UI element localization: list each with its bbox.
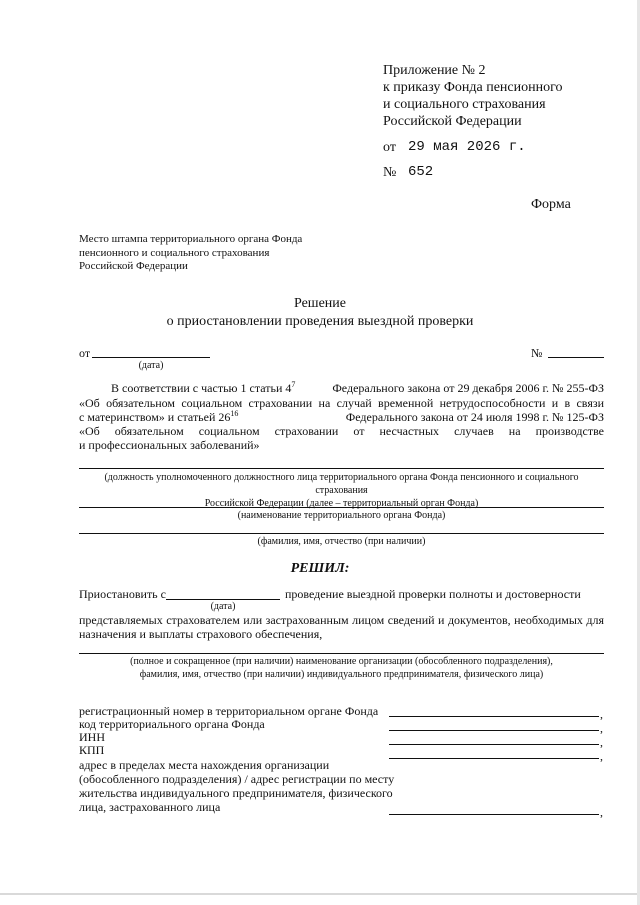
reg-number-label: регистрационный номер в территориальном органе Фонда [79, 704, 379, 718]
territorial-body-field-line[interactable] [79, 507, 604, 508]
official-caption-line-2: Российской Федерации (далее – территориальный орган Фонда) [204, 498, 479, 509]
number-label: № [531, 346, 543, 360]
number-field-line[interactable] [548, 357, 604, 358]
stamp-line-2: пенсионного и социального страхования [79, 246, 270, 259]
order-number-value: 652 [408, 164, 434, 180]
inn-field-line[interactable] [389, 744, 599, 745]
territorial-body-caption: (наименование территориального органа Фонда) [237, 510, 446, 521]
official-caption-line-1: (должность уполномоченного должностного лица территориального органа Фонда пенсионного и социального страхования [104, 472, 579, 496]
kpp-field-line[interactable] [389, 758, 599, 759]
reg-number-comma: , [600, 707, 603, 721]
suspend-date-caption: (дата) [210, 601, 236, 612]
appendix-line-2: к приказу Фонда пенсионного [383, 80, 563, 95]
address-line-2: (обособленного подразделения) / адрес регистрации по месту [79, 772, 395, 786]
intro-line-5: и профессиональных заболеваний» [79, 438, 260, 452]
intro-line-1 [111, 381, 604, 396]
appendix-line-4: Российской Федерации [383, 114, 522, 129]
stamp-line-1: Место штампа территориального органа Фонда [79, 233, 303, 245]
appendix-block [383, 62, 563, 130]
inn-comma: , [600, 735, 603, 749]
decided-heading: РЕШИЛ: [290, 561, 350, 576]
suspend-prefix: Приостановить с [79, 587, 166, 601]
body-code-comma: , [600, 721, 603, 735]
body-code-field-line[interactable] [389, 730, 599, 731]
scan-bottom-shadow [0, 893, 640, 895]
full-name-field-line[interactable] [79, 533, 604, 534]
organization-caption-line-1: (полное и сокращенное (при наличии) наименование организации (обособленного подразделения), [130, 656, 553, 667]
suspend-line-2: представляемых страхователем или застрахованным лицом сведений и документов, необходимых для [79, 613, 604, 627]
order-date-value: 29 мая 2026 г. [408, 139, 526, 155]
organization-field-line[interactable] [79, 653, 604, 654]
full-name-caption: (фамилия, имя, отчество (при наличии) [257, 536, 426, 547]
stamp-line-3: Российской Федерации [79, 260, 188, 272]
document-subtitle: о приостановлении проведения выездной проверки [166, 314, 474, 329]
date-caption: (дата) [138, 360, 164, 371]
suspend-line-3: назначения и выплаты страхового обеспечения, [79, 627, 323, 641]
stamp-place [79, 233, 302, 274]
kpp-comma: , [600, 749, 603, 763]
appendix-line-3: и социального страхования [383, 97, 546, 112]
order-date-prefix: от [383, 140, 396, 155]
form-label: Форма [531, 197, 571, 212]
order-number-prefix: № [383, 165, 397, 180]
intro-line-4: «Об обязательном социальном страховании от несчастных случаев на производстве [79, 424, 604, 438]
official-caption [79, 471, 604, 510]
intro-line-3-a: с материнством» и статьей $26^{16}$ [79, 409, 239, 424]
kpp-label: КПП [79, 743, 105, 757]
address-line-1: адрес в пределах места нахождения организации [79, 758, 330, 772]
address-line-3: жительства индивидуального предпринимателя, физического [79, 786, 393, 800]
address-line-4: лица, застрахованного лица [79, 800, 221, 814]
suspend-suffix: проведение выездной проверки полноты и достоверности [285, 587, 581, 601]
official-field-line[interactable] [79, 468, 604, 469]
address-field-line[interactable] [389, 814, 599, 815]
date-from-label: от [79, 346, 91, 360]
body-code-label: код территориального органа Фонда [79, 717, 265, 731]
organization-caption-line-2: фамилия, имя, отчество (при наличии) индивидуального предпринимателя, физического лица) [139, 669, 544, 680]
date-field-line[interactable] [92, 357, 210, 358]
intro-line-1-b: Федерального закона от 29 декабря 2006 г. № 255-ФЗ [332, 381, 604, 395]
reg-number-field-line[interactable] [389, 716, 599, 717]
intro-line-2: «Об обязательном социальном страховании на случай временной нетрудоспособности и в связи [79, 396, 604, 410]
intro-line-3 [79, 410, 604, 425]
address-comma: , [600, 805, 603, 819]
document-title: Решение [293, 296, 346, 311]
inn-label: ИНН [79, 730, 105, 744]
appendix-line-1: Приложение № 2 [383, 63, 486, 78]
intro-line-1-a: В соответствии с частью 1 статьи $4^7$ [111, 380, 296, 395]
organization-caption [79, 655, 604, 681]
intro-line-3-b: Федерального закона от 24 июля 1998 г. № 125-ФЗ [345, 410, 604, 424]
